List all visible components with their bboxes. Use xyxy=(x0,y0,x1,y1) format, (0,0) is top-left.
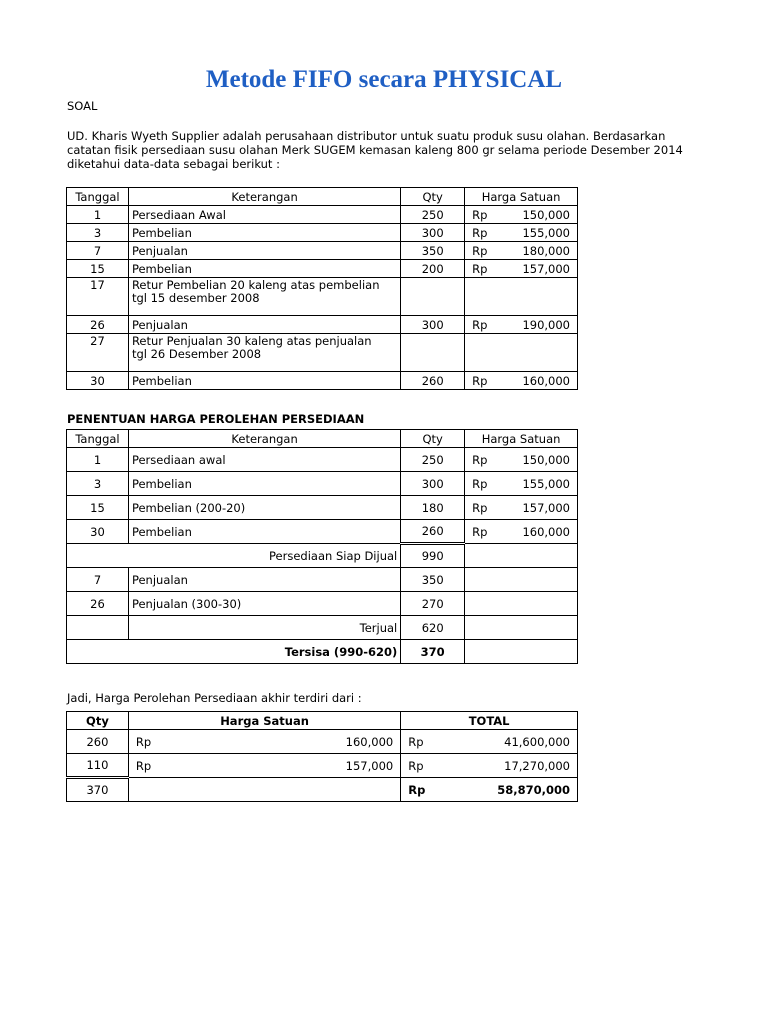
qty-cell: 270 xyxy=(401,592,465,616)
tersisa-qty: 370 xyxy=(401,640,465,664)
currency-label: Rp xyxy=(135,758,152,773)
table-row xyxy=(67,224,578,242)
harga-cell xyxy=(465,206,578,224)
total-table xyxy=(66,711,578,802)
tanggal-cell: 3 xyxy=(67,472,129,496)
harga-cell xyxy=(465,334,578,372)
keterangan-cell: Pembelian xyxy=(128,372,400,390)
price-value: 157,000 xyxy=(522,500,570,515)
tanggal-cell: 3 xyxy=(67,224,129,242)
tanggal-cell: 7 xyxy=(67,568,129,592)
qty-cell xyxy=(401,334,465,372)
siap-dijual-qty: 990 xyxy=(401,544,465,568)
terjual-label: Terjual xyxy=(128,616,400,640)
qty-cell: 260 xyxy=(67,730,129,754)
keterangan-cell: Retur Penjualan 30 kaleng atas penjualan tgl 26 Desember 2008 xyxy=(128,334,400,372)
keterangan-cell: Persediaan Awal xyxy=(128,206,400,224)
header-harga-satuan: Harga Satuan xyxy=(465,430,578,448)
total-value: 58,870,000 xyxy=(497,782,570,797)
harga-cell xyxy=(465,224,578,242)
tanggal-cell: 30 xyxy=(67,520,129,544)
table-row xyxy=(67,730,578,754)
qty-cell xyxy=(401,278,465,316)
keterangan-cell: Penjualan xyxy=(128,242,400,260)
harga-cell xyxy=(401,754,578,778)
qty-cell: 350 xyxy=(401,242,465,260)
empty-cell xyxy=(465,592,578,616)
terjual-qty: 620 xyxy=(401,616,465,640)
header-tanggal: Tanggal xyxy=(67,188,129,206)
price-value: 160,000 xyxy=(522,373,570,388)
keterangan-cell: Penjualan xyxy=(128,316,400,334)
keterangan-cell: Pembelian xyxy=(128,520,400,544)
header-qty: Qty xyxy=(401,188,465,206)
table-row xyxy=(67,372,578,390)
tanggal-cell: 27 xyxy=(67,334,129,372)
currency-label: Rp xyxy=(408,734,424,749)
currency-label: Rp xyxy=(472,207,488,222)
table-row xyxy=(67,754,578,778)
keterangan-cell: Pembelian xyxy=(128,224,400,242)
currency-label: Rp xyxy=(135,734,152,749)
table-header-row xyxy=(67,430,578,448)
header-harga-satuan: Harga Satuan xyxy=(128,712,400,730)
harga-cell xyxy=(465,520,578,544)
empty-cell xyxy=(128,778,400,802)
price-value: 150,000 xyxy=(522,207,570,222)
table-row xyxy=(67,242,578,260)
empty-cell xyxy=(465,544,578,568)
keterangan-cell: Pembelian xyxy=(128,260,400,278)
currency-label: Rp xyxy=(408,782,426,797)
currency-label: Rp xyxy=(472,373,488,388)
harga-cell xyxy=(465,242,578,260)
price-value: 190,000 xyxy=(522,317,570,332)
qty-cell: 200 xyxy=(401,260,465,278)
section-title: PENENTUAN HARGA PEROLEHAN PERSEDIAAN xyxy=(67,412,365,426)
price-value: 41,600,000 xyxy=(504,734,570,749)
jadi-text: Jadi, Harga Perolehan Persediaan akhir terdiri dari : xyxy=(67,691,362,705)
siap-dijual-label: Persediaan Siap Dijual xyxy=(67,544,401,568)
harga-cell xyxy=(128,754,400,778)
header-harga-satuan: Harga Satuan xyxy=(465,188,578,206)
currency-label: Rp xyxy=(472,452,488,467)
currency-label: Rp xyxy=(472,317,488,332)
currency-label: Rp xyxy=(472,476,488,491)
harga-cell xyxy=(465,448,578,472)
currency-label: Rp xyxy=(408,758,424,773)
header-keterangan: Keterangan xyxy=(128,430,400,448)
keterangan-cell: Pembelian xyxy=(128,472,400,496)
tanggal-cell: 17 xyxy=(67,278,129,316)
harga-cell xyxy=(465,316,578,334)
penentuan-table xyxy=(66,429,578,664)
harga-cell xyxy=(465,496,578,520)
table-row xyxy=(67,206,578,224)
keterangan-cell: Penjualan xyxy=(128,568,400,592)
table-row xyxy=(67,316,578,334)
header-tanggal: Tanggal xyxy=(67,430,129,448)
table-row xyxy=(67,334,578,372)
header-keterangan: Keterangan xyxy=(128,188,400,206)
harga-cell xyxy=(128,730,400,754)
harga-cell xyxy=(465,260,578,278)
tanggal-cell: 26 xyxy=(67,592,129,616)
currency-label: Rp xyxy=(472,243,488,258)
grand-total-row xyxy=(67,778,578,802)
header-qty: Qty xyxy=(401,430,465,448)
tanggal-cell: 1 xyxy=(67,448,129,472)
keterangan-cell: Penjualan (300-30) xyxy=(128,592,400,616)
tanggal-cell: 26 xyxy=(67,316,129,334)
total-qty: 370 xyxy=(67,778,129,802)
intro-paragraph: UD. Kharis Wyeth Supplier adalah perusahaan distributor untuk suatu produk susu olahan. Berdasarkan catatan fisik persediaan susu olahan Merk SUGEM kemasan kaleng 800 gr selama periode Desember 2014 diketahui data-data sebagai berikut : xyxy=(67,129,683,171)
harga-cell xyxy=(401,730,578,754)
price-value: 157,000 xyxy=(345,758,394,773)
qty-cell: 110 xyxy=(67,754,129,778)
table-header-row xyxy=(67,188,578,206)
qty-cell: 250 xyxy=(401,206,465,224)
table-row xyxy=(67,592,578,616)
qty-cell: 250 xyxy=(401,448,465,472)
tersisa-row xyxy=(67,640,578,664)
currency-label: Rp xyxy=(472,500,488,515)
price-value: 155,000 xyxy=(522,225,570,240)
table-row xyxy=(67,496,578,520)
qty-cell: 350 xyxy=(401,568,465,592)
qty-cell: 260 xyxy=(401,372,465,390)
qty-cell: 300 xyxy=(401,224,465,242)
currency-label: Rp xyxy=(472,261,488,276)
empty-cell xyxy=(67,616,129,640)
tanggal-cell: 1 xyxy=(67,206,129,224)
soal-table xyxy=(66,187,578,390)
price-value: 17,270,000 xyxy=(504,758,570,773)
currency-label: Rp xyxy=(472,225,488,240)
tersisa-label: Tersisa (990-620) xyxy=(67,640,401,664)
price-value: 160,000 xyxy=(522,524,570,539)
total-value-cell xyxy=(401,778,578,802)
qty-cell: 300 xyxy=(401,316,465,334)
price-value: 150,000 xyxy=(522,452,570,467)
price-value: 180,000 xyxy=(522,243,570,258)
keterangan-cell: Persediaan awal xyxy=(128,448,400,472)
table-header-row xyxy=(67,712,578,730)
table-row xyxy=(67,278,578,316)
harga-cell xyxy=(465,278,578,316)
qty-cell: 180 xyxy=(401,496,465,520)
harga-cell xyxy=(465,472,578,496)
page-title: Metode FIFO secara PHYSICAL xyxy=(205,66,563,93)
table-row xyxy=(67,568,578,592)
header-total: TOTAL xyxy=(401,712,578,730)
harga-cell xyxy=(465,372,578,390)
tanggal-cell: 15 xyxy=(67,260,129,278)
empty-cell xyxy=(465,616,578,640)
keterangan-cell: Retur Pembelian 20 kaleng atas pembelian tgl 15 desember 2008 xyxy=(128,278,400,316)
currency-label: Rp xyxy=(472,524,488,539)
price-value: 155,000 xyxy=(522,476,570,491)
header-qty: Qty xyxy=(67,712,129,730)
tanggal-cell: 30 xyxy=(67,372,129,390)
siap-dijual-row xyxy=(67,544,578,568)
tanggal-cell: 15 xyxy=(67,496,129,520)
table-row xyxy=(67,520,578,544)
table-row xyxy=(67,260,578,278)
table-row xyxy=(67,448,578,472)
keterangan-cell: Pembelian (200-20) xyxy=(128,496,400,520)
empty-cell xyxy=(465,568,578,592)
qty-cell: 300 xyxy=(401,472,465,496)
tanggal-cell: 7 xyxy=(67,242,129,260)
price-value: 157,000 xyxy=(522,261,570,276)
table-row xyxy=(67,472,578,496)
soal-label: SOAL xyxy=(67,99,98,113)
terjual-row xyxy=(67,616,578,640)
qty-cell: 260 xyxy=(401,520,465,544)
price-value: 160,000 xyxy=(345,734,394,749)
empty-cell xyxy=(465,640,578,664)
